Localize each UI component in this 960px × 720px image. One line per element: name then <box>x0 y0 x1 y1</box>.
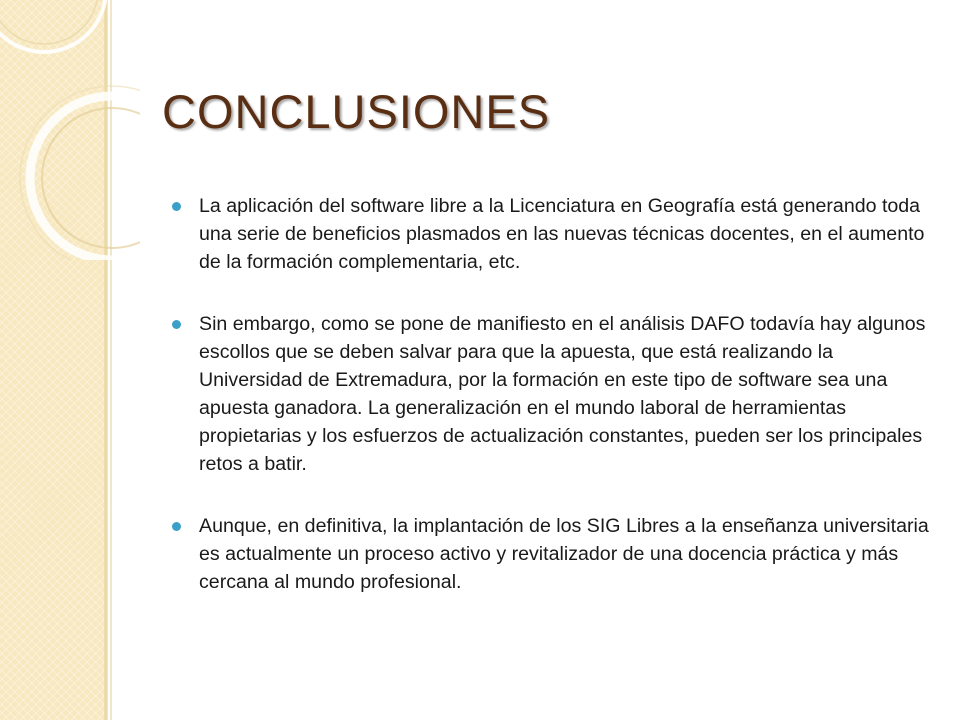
decorative-rings-icon <box>0 0 140 260</box>
bullet-text: Sin embargo, como se pone de manifiesto en el análisis DAFO todavía hay algunos escollos que se deben salvar para que la apuesta, que está realizando la Universidad de Extremadura, por la formación en este tipo de software sea una apuesta ganadora. La generalización en el mundo laboral de herramientas propietarias y los esfuerzos de actualización constantes, pueden ser los principales retos a batir. <box>199 313 926 475</box>
bullet-item <box>172 310 932 478</box>
bullet-dot-icon <box>172 202 181 211</box>
bullet-dot-icon <box>172 320 181 329</box>
bullet-item <box>172 512 932 596</box>
slide-title: CONCLUSIONES <box>162 85 551 138</box>
bullet-item <box>172 192 932 276</box>
bullet-text: Aunque, en definitiva, la implantación de los SIG Libres a la enseñanza universitaria es actualmente un proceso activo y revitalizador de una docencia práctica y más cercana al mundo profesional. <box>199 515 929 593</box>
bullet-text: La aplicación del software libre a la Licenciatura en Geografía está generando toda una serie de beneficios plasmados en las nuevas técnicas docentes, en el aumento de la formación complementaria, etc. <box>199 195 925 273</box>
bullet-dot-icon <box>172 522 181 531</box>
bullet-list <box>172 192 932 630</box>
